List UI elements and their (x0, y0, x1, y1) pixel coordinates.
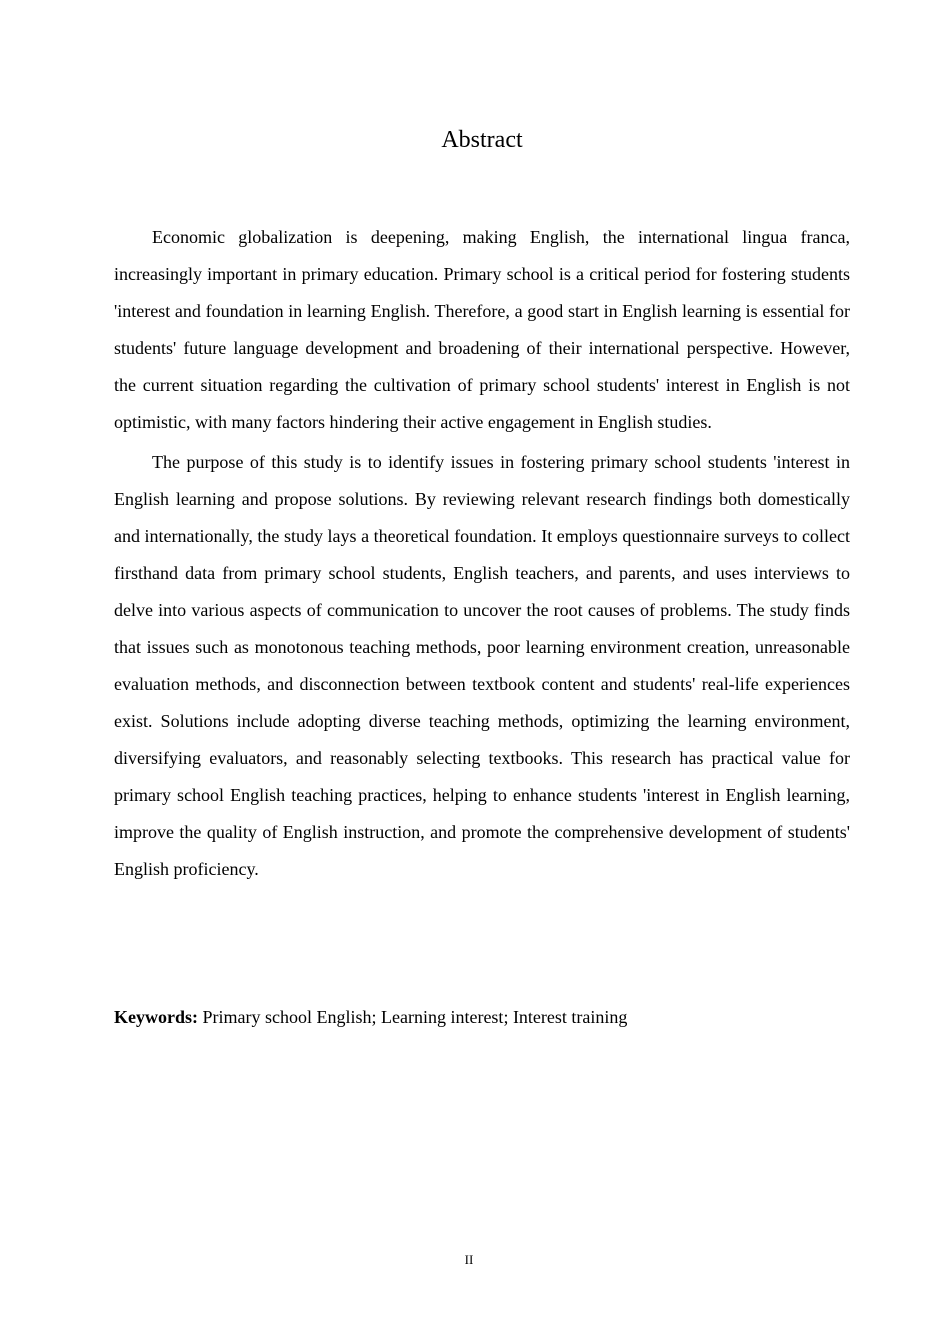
keywords-line (114, 1004, 850, 1030)
keywords-label: Keywords: (114, 1007, 198, 1027)
abstract-paragraph-2: The purpose of this study is to identify issues in fostering primary school students 'interest in English learning and propose solutions. By reviewing relevant research findings both domestically and internationally, the study lays a theoretical foundation. It employs questionnaire surveys to collect firsthand data from primary school students, English teachers, and parents, and uses interviews to delve into various aspects of communication to uncover the root causes of problems. The study finds that issues such as monotonous teaching methods, poor learning environment creation, unreasonable evaluation methods, and disconnection between textbook content and students' real-life experiences exist. Solutions include adopting diverse teaching methods, optimizing the learning environment, diversifying evaluators, and reasonably selecting textbooks. This research has practical value for primary school English teaching practices, helping to enhance students 'interest in English learning, improve the quality of English instruction, and promote the comprehensive development of students' English proficiency. (114, 452, 850, 879)
keywords-text: Primary school English; Learning interest; Interest training (202, 1007, 628, 1027)
page-title: Abstract (441, 127, 523, 153)
abstract-paragraph-1: Economic globalization is deepening, making English, the international lingua franca, increasingly important in primary education. Primary school is a critical period for fostering students 'interest and foundation in learning English. Therefore, a good start in English learning is essential for students' future language development and broadening of their international perspective. However, the current situation regarding the cultivation of primary school students' interest in English is not optimistic, with many factors hindering their active engagement in English studies. (114, 227, 850, 432)
page-number: II (464, 1252, 474, 1267)
abstract-body (114, 219, 850, 891)
